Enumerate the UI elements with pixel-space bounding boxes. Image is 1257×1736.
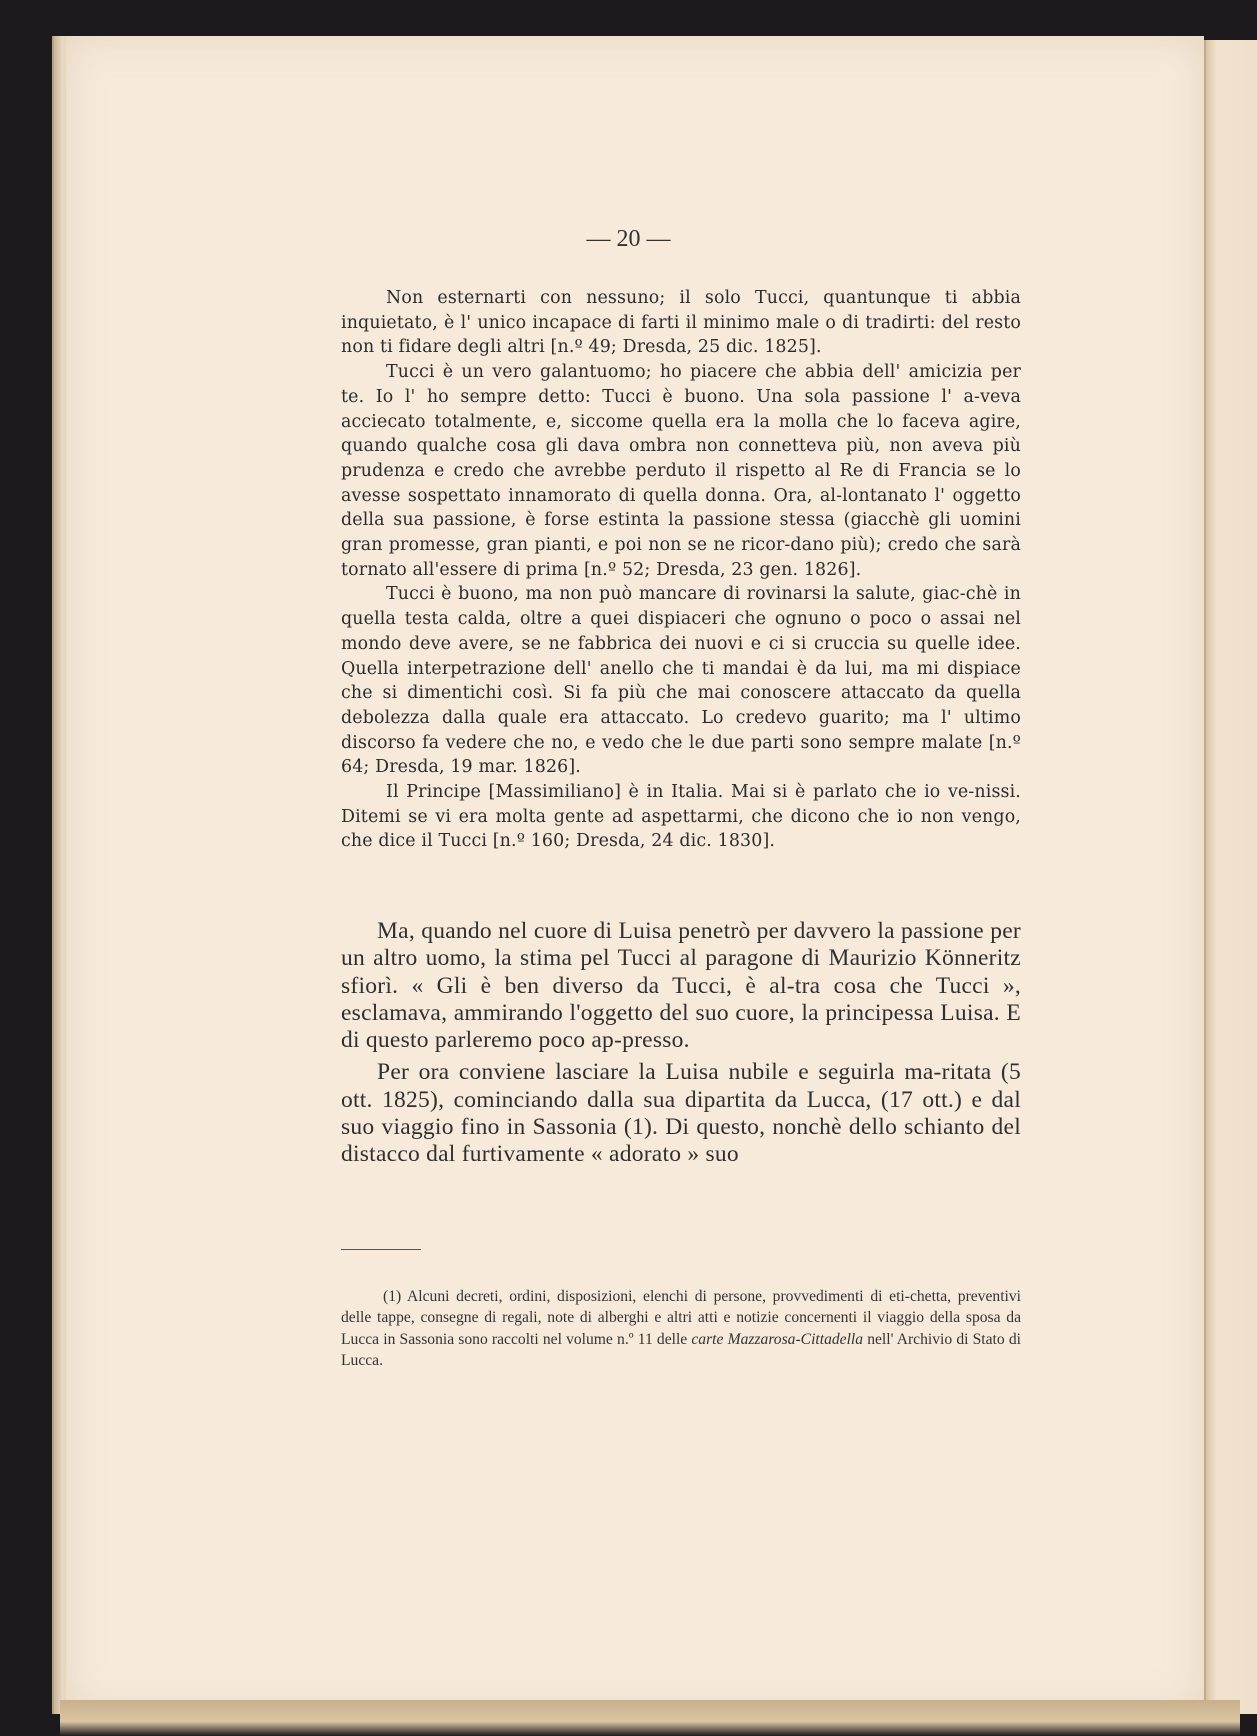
letter-paragraph: Tucci è un vero galantuomo; ho piacere che abbia dell' amicizia per te. Io l' ho sempre detto: Tucci è buono. Una sola passione l' a-veva acciecato totalmente, e, siccome quella era la molla che lo faceva agire, quando qualche cosa gli dava ombra non connetteva più, non aveva più prudenza e credo che avrebbe perduto il rispetto al Re di Francia se lo avesse sospettato innamorato di quella donna. Ora, al-lontanato l' oggetto della sua passione, è forse estinta la passione stessa (giacchè gli uomini gran promesse, gran pianti, e poi non se ne ricor-dano più); credo che sarà tornato all'essere di prima [n.º 52; Dresda, 23 gen. 1826]. (341, 362, 1021, 580)
facing-page-edge (1204, 40, 1257, 1714)
footnote-rule (341, 1249, 421, 1250)
letter-paragraph: Non esternarti con nessuno; il solo Tucci, quantunque ti abbia inquietato, è l' unico incapace di farti il minimo male o di tradirti: del resto non ti fidare degli altri [n.º 49; Dresda, 25 dic. 1825]. (341, 288, 1021, 358)
letter-excerpts (341, 286, 1021, 854)
page-bottom-edge (60, 1700, 1240, 1736)
footnote-italic-title: carte Mazzarosa-Cittadella (691, 1330, 864, 1348)
footnote-paragraph (341, 1286, 1021, 1371)
body-paragraph: Per ora conviene lasciare la Luisa nubile e seguirla ma-ritata (5 ott. 1825), cominciando dalla sua dipartita da Lucca, (17 ott.) e dal suo viaggio fino in Sassonia (1). Di questo, nonchè dello schianto del distacco dal furtivamente « adorato » suo (341, 1059, 1021, 1168)
footnote-text-end: nell' Archivio di Stato di Lucca. (341, 1330, 1021, 1369)
main-text (341, 918, 1021, 1169)
footnote-text: (1) Alcuni decreti, ordini, disposizioni, elenchi di persone, provvedimenti di eti-chetta, preventivi delle tappe, consegne di regali, note di alberghi e altri atti e notizie concernenti il viaggio della sposa da Lucca in Sassonia sono raccolti nel volume n.º 11 delle (341, 1288, 1021, 1348)
page-number: — 20 — (586, 226, 671, 252)
letter-paragraph: Tucci è buono, ma non può mancare di rovinarsi la salute, giac-chè in quella testa calda, oltre a quei dispiaceri che ognuno o poco o assai nel mondo deve avere, se ne fabbrica dei nuovi e ci si cruccia su quelle idee. Quella interpetrazione dell' anello che ti mandai è da lui, ma mi dispiace che si dimentichi così. Si fa più che mai conoscere attaccato da quella debolezza dalla quale era attaccato. Lo credevo guarito; ma l' ultimo discorso fa vedere che no, e vedo che le due parti sono sempre malate [n.º 64; Dresda, 19 mar. 1826]. (341, 584, 1021, 778)
letter-paragraph: Il Principe [Massimiliano] è in Italia. Mai si è parlato che io ve-nissi. Ditemi se vi era molta gente ad aspettarmi, che dicono che io non vengo, che dice il Tucci [n.º 160; Dresda, 24 dic. 1830]. (341, 782, 1021, 852)
body-paragraph: Ma, quando nel cuore di Luisa penetrò per davvero la passione per un altro uomo, la stima pel Tucci al paragone di Maurizio Könneritz sfiorì. « Gli è ben diverso da Tucci, è al-tra cosa che Tucci », esclamava, ammirando l'oggetto del suo cuore, la principessa Luisa. E di questo parleremo poco ap-presso. (341, 918, 1021, 1054)
footnote (341, 1286, 1021, 1371)
